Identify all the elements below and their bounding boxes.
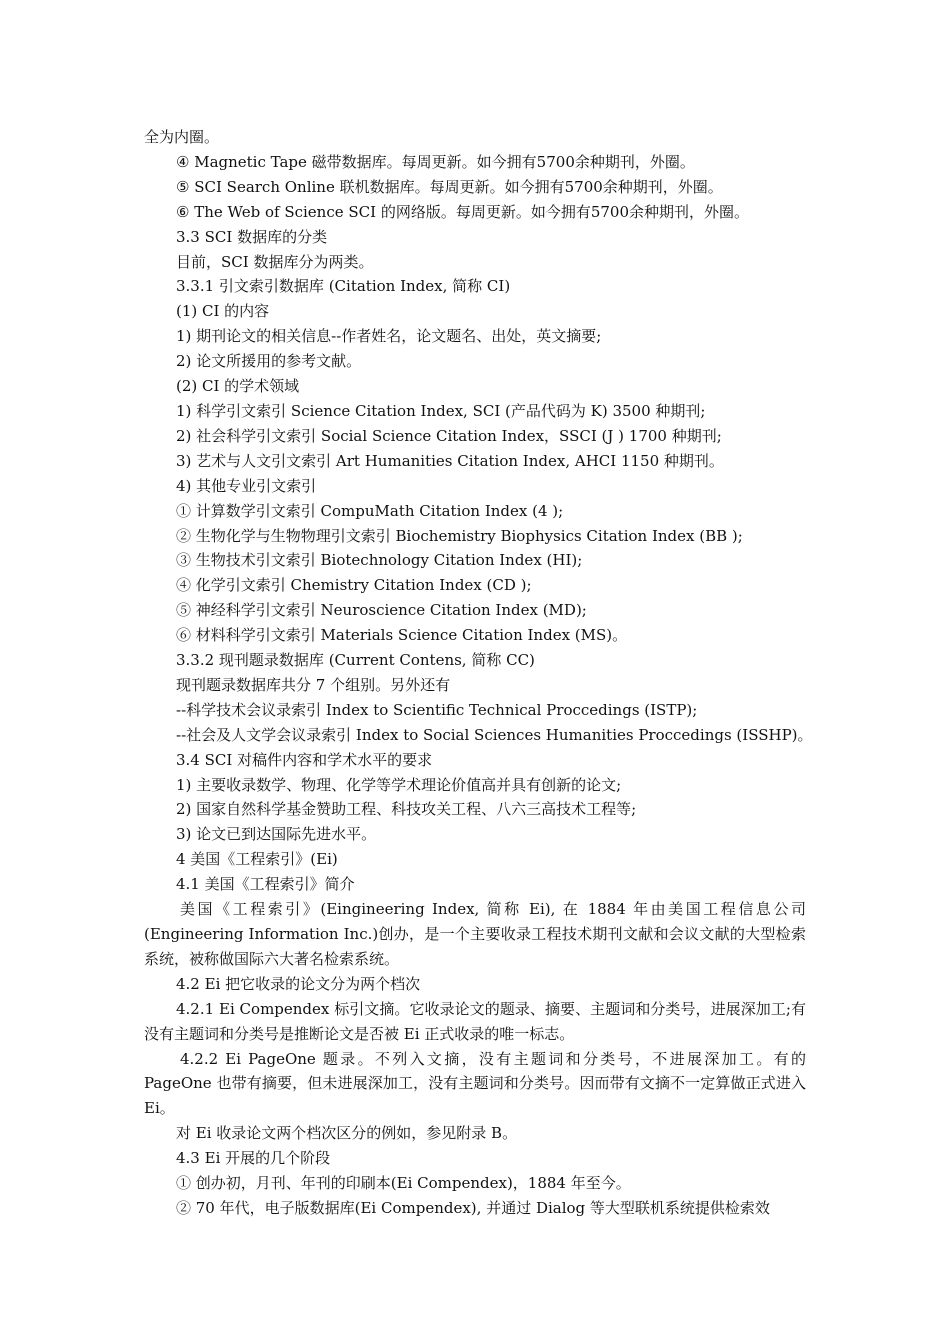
list-item: ⑤ 神经科学引文索引 Neuroscience Citation Index (MD); xyxy=(176,601,587,620)
list-item: 1) 科学引文索引 Science Citation Index, SCI (产品代码为 K) 3500 种期刊; xyxy=(176,401,706,420)
text-line: (1) CI 的内容 xyxy=(176,302,270,321)
section-heading: 3.3.1 引文索引数据库 (Citation Index, 简称 CI) xyxy=(176,277,511,296)
list-item: 4) 其他专业引文索引 xyxy=(176,476,317,495)
list-item: ③ 生物技术引文索引 Biotechnology Citation Index (HI); xyxy=(176,551,583,570)
list-item: --社会及人文学会议录索引 Index to Social Sciences Humanities Proccedings (ISSHP)。 xyxy=(176,725,813,744)
list-item: ④ 化学引文索引 Chemistry Citation Index (CD ); xyxy=(176,576,532,595)
list-item: 2) 论文所援用的参考文献。 xyxy=(176,352,362,371)
list-item: ⑥ 材料科学引文索引 Materials Science Citation Index (MS)。 xyxy=(176,626,628,645)
section-heading: 4.2 Ei 把它收录的论文分为两个档次 xyxy=(176,974,421,993)
list-item: 2) 社会科学引文索引 Social Science Citation Index，SSCI (J ) 1700 种期刊; xyxy=(176,426,722,445)
paragraph: 美国《工程索引》(Eingineering Index, 简称 Ei), 在 1884 年由美国工程信息公司(Engineering Information Inc.)创办，是一个主要收录工程技术期刊文献和会议文献的大型检索系统，被称做国际六大著名检索系统。 xyxy=(144,900,806,968)
paragraph: 4.2.1 Ei Compendex 标引文摘。它收录论文的题录、摘要、主题词和分类号，进展深加工;有没有主题词和分类号是推断论文是否被 Ei 正式收录的唯一标志。 xyxy=(144,999,806,1043)
section-heading: 4.1 美国《工程索引》简介 xyxy=(176,875,355,894)
list-item: 1) 期刊论文的相关信息--作者姓名，论文题名、出处，英文摘要; xyxy=(176,327,602,346)
list-item: ① 创办初，月刊、年刊的印刷本(Ei Compendex)，1884 年至今。 xyxy=(176,1174,631,1193)
text-line: 目前，SCI 数据库分为两类。 xyxy=(176,252,374,271)
document-body xyxy=(144,125,813,1221)
section-heading: 4.3 Ei 开展的几个阶段 xyxy=(176,1149,331,1168)
list-item: --科学技术会议录索引 Index to Scientific Technical Proccedings (ISTP); xyxy=(176,700,698,719)
list-item: 3) 艺术与人文引文索引 Art Humanities Citation Index, AHCI 1150 种期刊。 xyxy=(176,451,724,470)
list-item: ② 70 年代，电子版数据库(Ei Compendex), 并通过 Dialog 等大型联机系统提供检索效 xyxy=(176,1198,770,1217)
section-heading: 3.3 SCI 数据库的分类 xyxy=(176,227,328,246)
text-line: (2) CI 的学术领域 xyxy=(176,377,300,396)
list-item: 1) 主要收录数学、物理、化学等学术理论价值高并具有创新的论文; xyxy=(176,775,622,794)
text-line: 现刊题录数据库共分 7 个组别。另外还有 xyxy=(176,675,451,694)
list-item: 3) 论文已到达国际先进水平。 xyxy=(176,825,377,844)
list-item: 2) 国家自然科学基金赞助工程、科技攻关工程、八六三高技术工程等; xyxy=(176,800,637,819)
list-item: ① 计算数学引文索引 CompuMath Citation Index (4 ); xyxy=(176,501,564,520)
list-item: ② 生物化学与生物物理引文索引 Biochemistry Biophysics Citation Index (BB ); xyxy=(176,526,743,545)
text-line: 全为内圈。 xyxy=(144,128,220,146)
section-heading: 4 美国《工程索引》(Ei) xyxy=(176,850,338,869)
text-line: ④ Magnetic Tape 磁带数据库。每周更新。如今拥有5700余种期刊，外圈。 xyxy=(176,152,695,171)
text-line: ⑤ SCI Search Online 联机数据库。每周更新。如今拥有5700余种期刊，外圈。 xyxy=(176,177,723,196)
section-heading: 3.4 SCI 对稿件内容和学术水平的要求 xyxy=(176,750,433,769)
text-line: 对 Ei 收录论文两个档次区分的例如，参见附录 B。 xyxy=(176,1124,518,1143)
section-heading: 3.3.2 现刊题录数据库 (Current Contens, 简称 CC) xyxy=(176,651,535,670)
paragraph: 4.2.2 Ei PageOne 题录。不列入文摘，没有主题词和分类号，不进展深加工。有的 PageOne 也带有摘要，但未进展深加工，没有主题词和分类号。因而带有文摘不一定算做正式进入 Ei。 xyxy=(144,1049,806,1118)
text-line: ⑥ The Web of Science SCI 的网络版。每周更新。如今拥有5700余种期刊，外圈。 xyxy=(176,202,749,221)
